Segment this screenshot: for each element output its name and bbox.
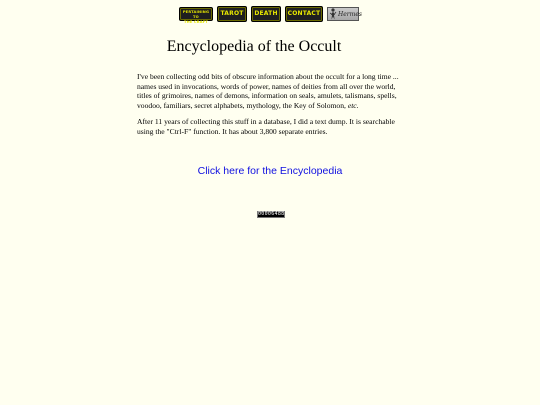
nav-pertaining-to-the-craft-button[interactable] <box>179 7 213 24</box>
hermes-button[interactable] <box>327 7 362 21</box>
hit-counter: 00006488 <box>258 211 285 217</box>
intro-paragraph-1-text: I've been collecting odd bits of obscure information about the occult for a long time ... names used in invocations, words of power, names of deities from all over the world, titles of grimoires, names of demons, information on seals, amulets, talismans, spells, voodoo, familiars, secret alphabets, mythology, the Key of Solomon, <box>137 72 399 110</box>
encyclopedia-link[interactable]: Click here for the Encyclopedia <box>197 165 343 177</box>
nav-craft-label-line2: THE CRAFT <box>183 20 209 24</box>
intro-paragraph-2: After 11 years of collecting this stuff in a database, I did a text dump. It is searchable using the "Ctrl-F" function. It has about 3,800 separate entries. <box>137 117 395 136</box>
nav-contact-button[interactable]: CONTACT <box>285 6 323 22</box>
nav-craft-label-line1: PERTAINING TO <box>182 10 210 19</box>
intro-paragraph-1-etc: etc. <box>347 100 359 110</box>
hermes-figure-icon <box>329 8 337 20</box>
top-nav <box>179 6 362 24</box>
page-title: Encyclopedia of the Occult <box>166 38 342 55</box>
intro-paragraph-1 <box>137 72 402 110</box>
hermes-label: Hermes <box>338 10 362 18</box>
nav-tarot-button[interactable]: TAROT <box>217 6 247 22</box>
nav-death-button[interactable]: DEATH <box>251 6 281 22</box>
intro-text <box>137 72 402 144</box>
